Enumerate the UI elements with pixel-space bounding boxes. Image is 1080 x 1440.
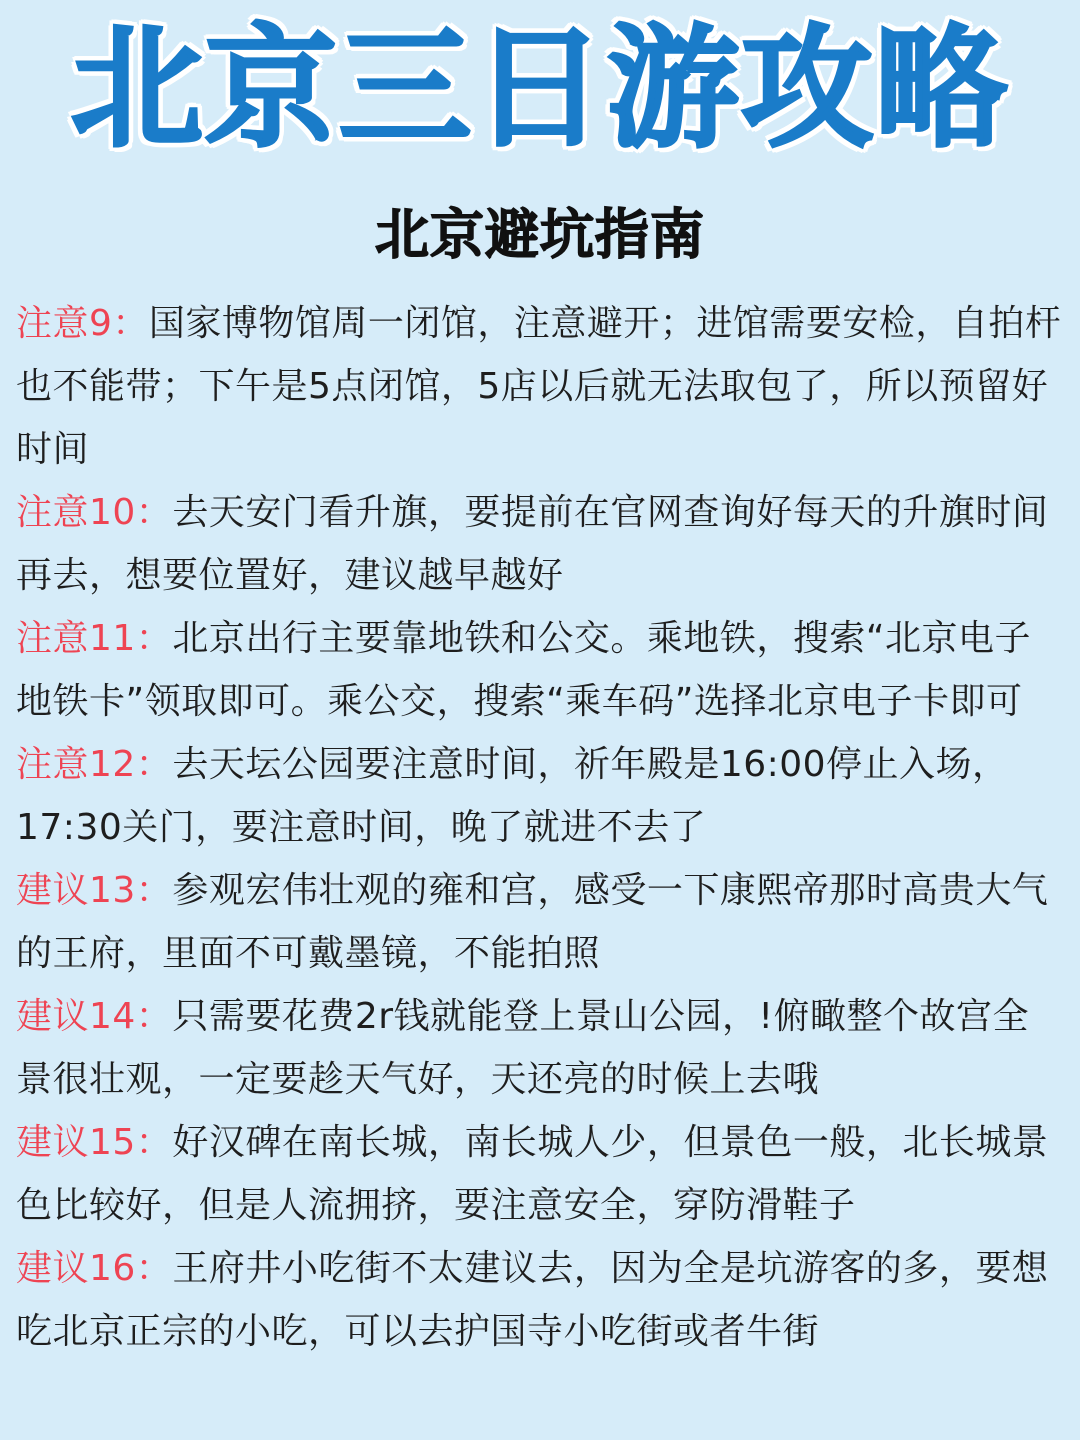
tip-item bbox=[16, 859, 1064, 985]
tip-item bbox=[16, 985, 1064, 1111]
tip-item bbox=[16, 292, 1064, 481]
tip-text: 只需要花费2r钱就能登上景山公园，!俯瞰整个故宫全景很壮观，一定要趁天气好，天还亮的时候上去哦 bbox=[16, 996, 1029, 1100]
tip-text: 参观宏伟壮观的雍和宫，感受一下康熙帝那时高贵大气的王府，里面不可戴墨镜，不能拍照 bbox=[16, 870, 1049, 974]
tip-text: 好汉碑在南长城，南长城人少，但景色一般，北长城景色比较好，但是人流拥挤，要注意安全，穿防滑鞋子 bbox=[16, 1122, 1049, 1226]
tip-label: 注意9： bbox=[16, 303, 149, 344]
tip-label: 建议16： bbox=[16, 1248, 173, 1289]
tip-label: 建议15： bbox=[16, 1122, 173, 1163]
tip-text: 国家博物馆周一闭馆，注意避开；进馆需要安检，自拍杆也不能带；下午是5点闭馆，5店以后就无法取包了，所以预留好时间 bbox=[16, 303, 1062, 470]
tips-list bbox=[16, 292, 1064, 1363]
tip-label: 注意11： bbox=[16, 618, 173, 659]
tip-text: 王府井小吃街不太建议去，因为全是坑游客的多，要想吃北京正宗的小吃，可以去护国寺小吃街或者牛街 bbox=[16, 1248, 1049, 1352]
tip-item bbox=[16, 733, 1064, 859]
page-title: 北京三日游攻略 bbox=[71, 12, 1009, 166]
tip-item bbox=[16, 481, 1064, 607]
tip-label: 建议13： bbox=[16, 870, 173, 911]
tip-item bbox=[16, 607, 1064, 733]
tip-text: 北京出行主要靠地铁和公交。乘地铁，搜索“北京电子地铁卡”领取即可。乘公交，搜索“乘车码”选择北京电子卡即可 bbox=[16, 618, 1031, 722]
tip-label: 注意10： bbox=[16, 492, 173, 533]
tip-item bbox=[16, 1111, 1064, 1237]
tip-label: 注意12： bbox=[16, 744, 173, 785]
tip-label: 建议14： bbox=[16, 996, 173, 1037]
tip-text: 去天坛公园要注意时间，祈年殿是16:00停止入场，17:30关门，要注意时间，晚了就进不去了 bbox=[16, 744, 1009, 848]
tip-text: 去天安门看升旗，要提前在官网查询好每天的升旗时间再去，想要位置好，建议越早越好 bbox=[16, 492, 1049, 596]
page-subtitle: 北京避坑指南 bbox=[375, 203, 705, 266]
tip-item bbox=[16, 1237, 1064, 1363]
